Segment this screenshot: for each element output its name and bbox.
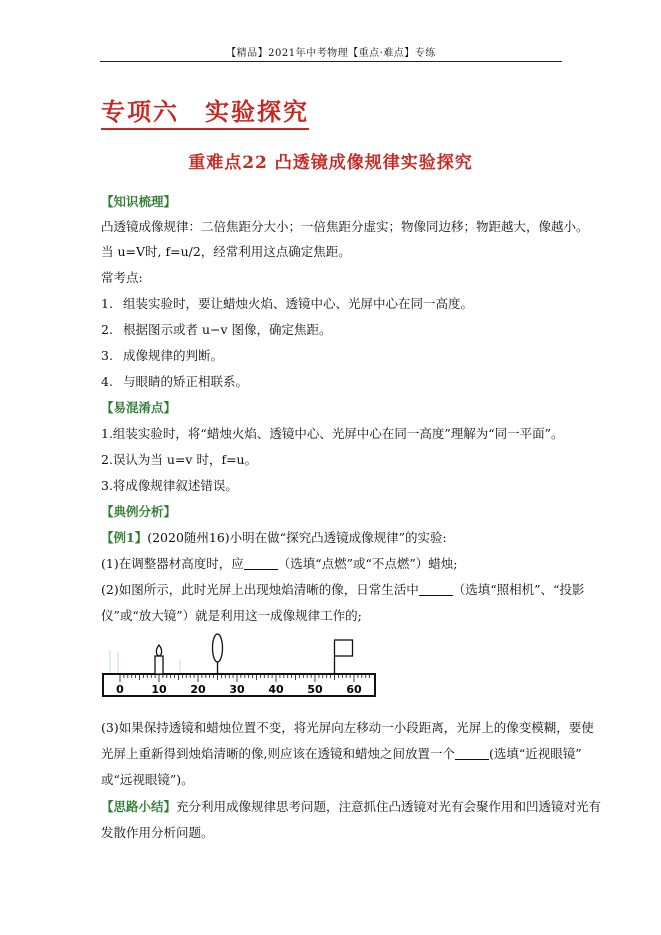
light-screen [335, 640, 353, 674]
point-item: 1. 组装实验时，要让蜡烛火焰、透镜中心、光屏中心在同一高度。 [101, 296, 474, 311]
ruler-tick-label: 50 [307, 683, 323, 696]
mistakes-tag: 【易混淆点】 [101, 400, 177, 415]
question-2-cont: 仪”或“放大镜”）就是利用这一成像规律工作的; [101, 608, 362, 623]
mistake-item: 3.将成像规律叙述错误。 [101, 478, 238, 493]
answer-blank [455, 747, 489, 761]
point-item: 4. 与眼睛的矫正相联系。 [101, 374, 249, 389]
summary-line: 【思路小结】充分利用成像规律思考问题，注意抓住凸透镜对光有会聚作用和凹透镜对光有 [101, 799, 602, 814]
candle [155, 645, 163, 674]
knowledge-tag: 【知识梳理】 [101, 194, 177, 209]
ruler-tick-label: 30 [229, 683, 245, 696]
question-3-cont: 光屏上重新得到烛焰清晰的像,则应该在透镜和蜡烛之间放置一个 (选填“近视眼镜” [101, 746, 582, 761]
page-header: 【精品】2021年中考物理【重点·难点】专练 [226, 48, 436, 59]
analysis-tag: 【典例分析】 [101, 504, 177, 519]
ruler-tick-label: 20 [190, 683, 206, 696]
lens-rule: 凸透镜成像规律：二倍焦距分大小；一倍焦距分虚实；物像同边移；物距越大，像越小。 [101, 219, 589, 234]
summary-line-2: 发散作用分析问题。 [101, 825, 214, 840]
point-item: 3. 成像规律的判断。 [101, 348, 224, 363]
ruler-tick-label: 0 [116, 683, 124, 696]
focal-rule: 当 u=V时, f=u/2，经常利用这点确定焦距。 [101, 244, 351, 259]
ruler-tick-label: 60 [346, 683, 362, 696]
question-3: (3)如果保持透镜和蜡烛位置不变，将光屏向左移动一小段距离，光屏上的像变模糊，要使 [101, 720, 594, 735]
question-3-end: 或“远视眼镜”)。 [101, 772, 194, 787]
point-item: 2. 根据图示或者 u−v 图像，确定焦距。 [101, 322, 332, 337]
section-title: 专项六 实验探究 [101, 92, 309, 130]
example-intro: 【例1】(2020随州16)小明在做“探究凸透镜成像规律”的实验: [101, 530, 447, 545]
optical-bench-figure [100, 630, 380, 702]
question-2: (2)如图所示，此时光屏上出现烛焰清晰的像，日常生活中 （选填“照相机”、“投影 [101, 582, 585, 597]
question-1: (1)在调整器材高度时，应 （选填“点燃”或“不点燃”）蜡烛; [101, 556, 458, 571]
points-label: 常考点: [101, 270, 143, 285]
sub-title: 重难点22 凸透镜成像规律实验探究 [188, 153, 473, 173]
mistake-item: 1.组装实验时，将“蜡烛火焰、透镜中心、光屏中心在同一高度”理解为“同一平面”。 [101, 426, 564, 441]
header-divider [100, 61, 562, 62]
ruler-tick-label: 10 [151, 683, 167, 696]
mistake-item: 2.误认为当 u=v 时，f=u。 [101, 452, 258, 467]
answer-blank [419, 583, 453, 597]
ruler-tick-label: 40 [268, 683, 284, 696]
answer-blank [244, 557, 278, 571]
convex-lens [213, 634, 223, 674]
